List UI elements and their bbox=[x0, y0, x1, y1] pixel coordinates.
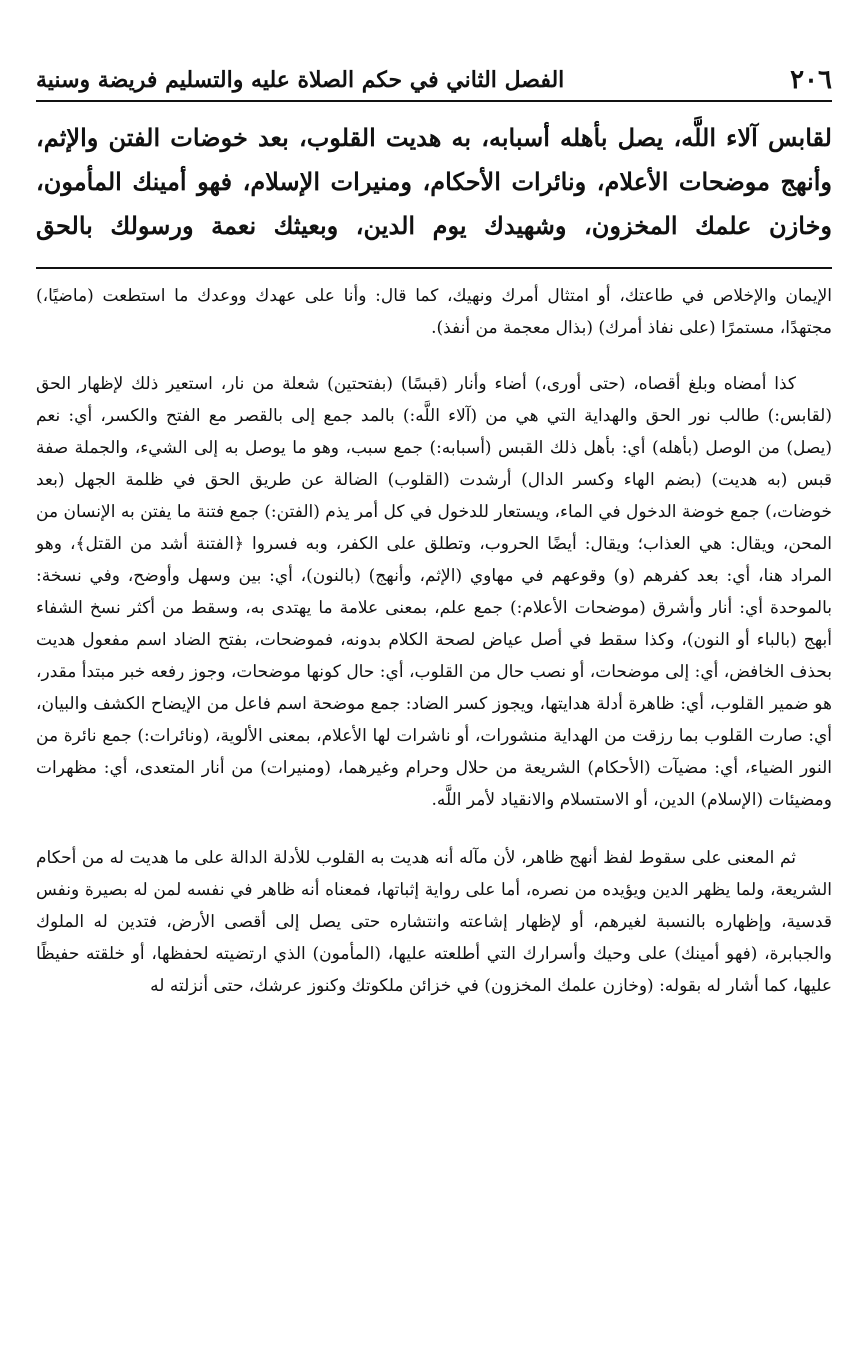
running-title: الفصل الثاني في حكم الصلاة عليه والتسليم فريضة وسنية bbox=[36, 67, 565, 93]
page-header bbox=[36, 60, 832, 100]
main-text-line: وخازن علمك المخزون، وشهيدك يوم الدين، وبعيثك نعمة ورسولك بالحق bbox=[36, 211, 832, 240]
text-separator-rule bbox=[36, 267, 832, 269]
main-text-line: وأنهج موضحات الأعلام، ونائرات الأحكام، ومنيرات الإسلام، فهو أمينك المأمون، bbox=[36, 167, 832, 196]
page-number: ٢٠٦ bbox=[790, 65, 832, 95]
commentary-paragraph: ثم المعنى على سقوط لفظ أنهج ظاهر، لأن مآله أنه هديت به القلوب للأدلة الدالة على ما هديت له من أحكام الشريعة، ولما يظهر الدين ويؤيده من نصره، أما على رواية إثباتها، فمعناه أنه ظاهر في نفسه لمن له بصيرة ونفس قدسية، وإظهاره بالنسبة لغيرهم، أو لإظهار إشاعته وانتشاره حتى يصل إلى أقصى الأرض، فتدين له الملوك والجبابرة، (فهو أمينك) على وحيك وأسرارك التي أطلعته عليها، (المأمون) الذي ارتضيته لحفظها، أو خلقته حفيظًا عليها، كما أشار له بقوله: (وخازن علمك المخزون) في خزائن ملكوتك وكنوز عرشك، حتى أنزلته له bbox=[36, 848, 832, 996]
commentary bbox=[36, 280, 832, 1028]
main-text-line: لقابس آلاء اللَّه، يصل بأهله أسبابه، به هديت القلوب، بعد خوضات الفتن والإثم، bbox=[36, 123, 832, 152]
commentary-paragraph: كذا أمضاه وبلغ أقصاه، (حتى أورى،) أضاء وأنار (قبسًا) (بفتحتين) شعلة من نار، استعير ذلك لإظهار الحق (لقابس:) طالب نور الحق والهداية التي هي من (آلاء اللَّه:) بالمد جمع إلى بالقصر مع الفتح والكسر، أي: نعم (يصل) من الوصل (بأهله) أي: بأهل ذلك القبس (أسبابه:) جمع سبب، وهو ما يوصل به إلى الشيء، والجملة صفة قبس (به هديت) (بضم الهاء وكسر الدال) أرشدت (القلوب) الضالة عن طريق الحق في ظلمة الجهل (بعد خوضات،) جمع خوضة الدخول في الماء، ويستعار للدخول في كل أمر يذم (الفتن:) جمع فتنة ما يفتن به الإنسان من المحن، ويقال: هي العذاب؛ ويقال: أيضًا الحروب، وتطلق على الكفر، وبه فسروا ﴿الفتنة أشد من القتل﴾، وهو المراد هنا، أي: بعد كفرهم (و) وقوعهم في مهاوي (الإثم، وأنهج) (بالنون)، أي: بين وسهل وأوضح، وفي نسخة: بالموحدة أي: أنار وأشرق (موضحات الأعلام:) جمع علم، بمعنى علامة ما يهتدى به، وسقط من أكثر نسخ الشفاء أبهج (بالباء أو النون)، وكذا سقط في أصل عياض لصحة الكلام بدونه، فموضحات، بفتح الضاد اسم مفعول هديت بحذف الخافض، أي: إلى موضحات، أو نصب حال من القلوب، أي: حال كونها موضحات، وجوز رفعه خبر مبتدأ مقدر، هو ضمير القلوب، أي: ظاهرة أدلة هدايتها، ويجوز كسر الضاد: جمع موضحة اسم فاعل من الإيضاح الكشف والبيان، أي: صارت القلوب بما رزقت من الهداية منشورات، أو ناشرات لها الأعلام، بمعنى الألوية، (ونائرات:) جمع نائرة من النور الضياء، أي: مضيآت (الأحكام) الشريعة من حلال وحرام وغيرهما، (ومنيرات) من أنار المتعدى، أي: مظهرات ومضيئات (الإسلام) الدين، أو الاستسلام والانقياد لأمر اللَّه. bbox=[36, 374, 832, 810]
main-text bbox=[36, 116, 832, 248]
commentary-paragraph: الإيمان والإخلاص في طاعتك، أو امتثال أمرك ونهيك، كما قال: وأنا على عهدك ووعدك ما استطعت (ماضيًا،) مجتهدًا، مستمرًا (على نفاذ أمرك) (بذال معجمة من أنفذ). bbox=[36, 286, 832, 338]
header-rule bbox=[36, 100, 832, 102]
